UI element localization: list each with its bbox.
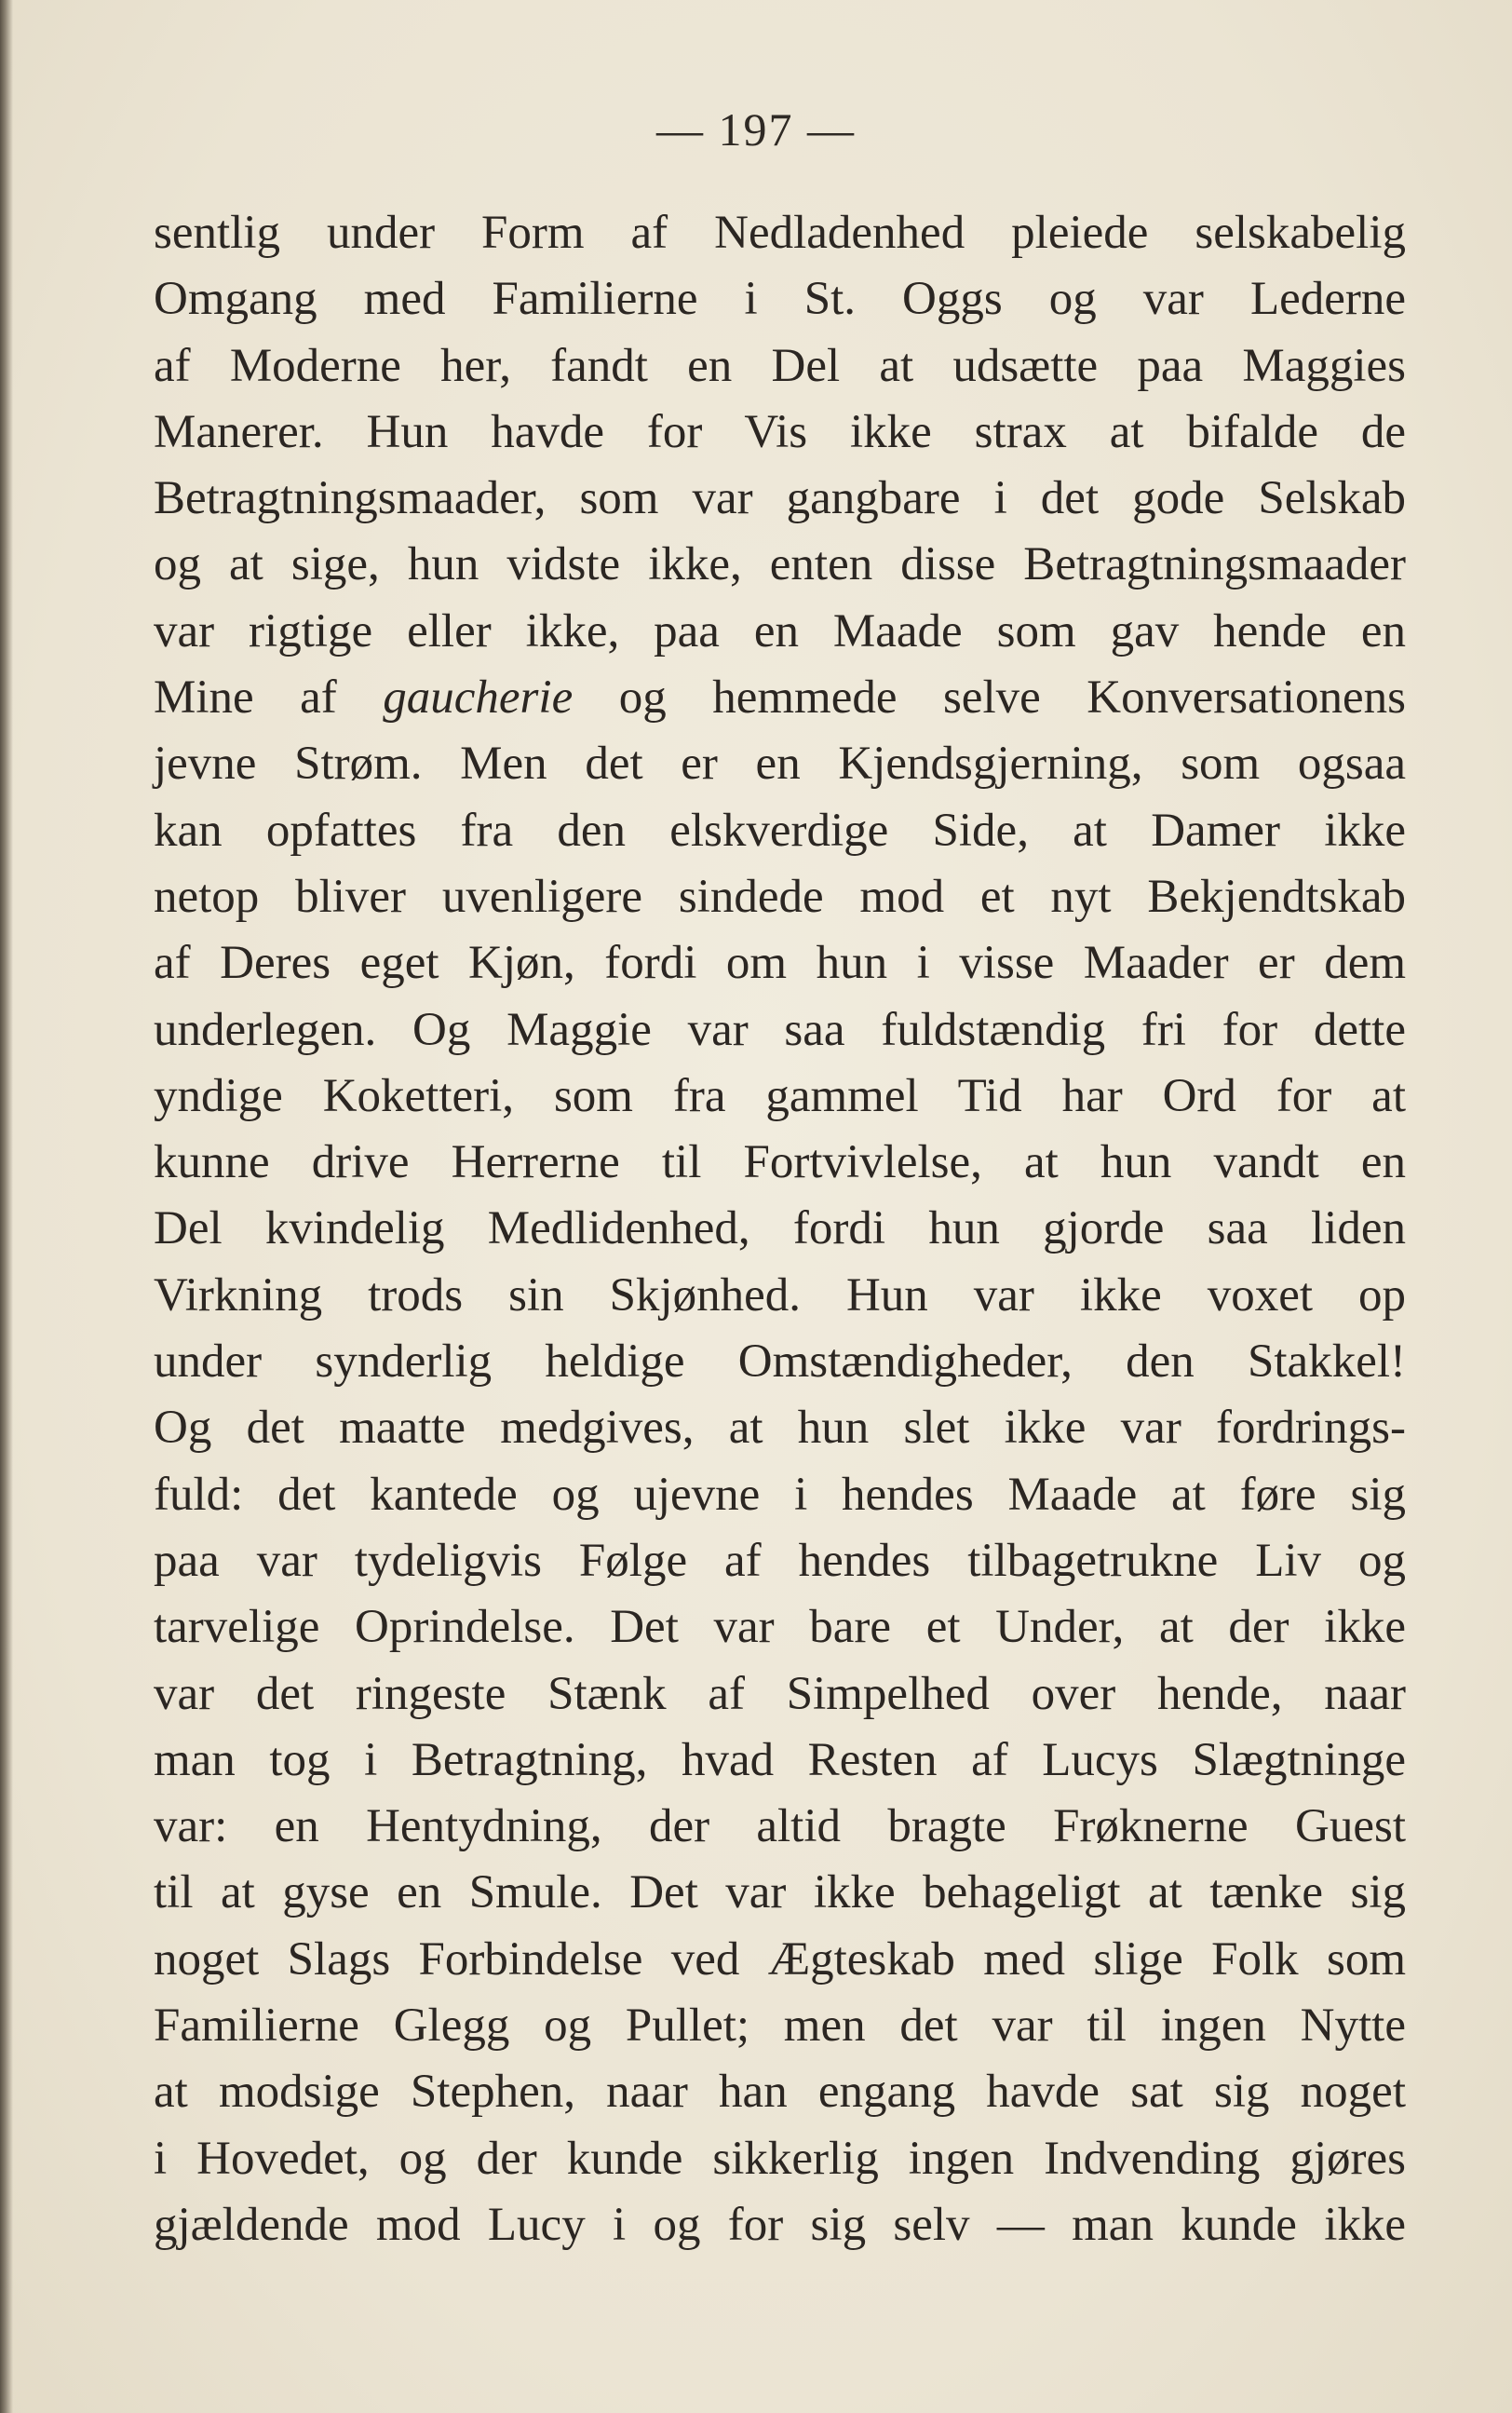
- text-line: jevne Strøm. Men det er en Kjendsgjerning, som ogsaa: [154, 738, 1406, 791]
- text-line: man tog i Betragtning, hvad Resten af Lucys Slægtninge: [154, 1733, 1406, 1786]
- text-line: Del kvindelig Medlidenhed, fordi hun gjorde saa liden: [154, 1202, 1406, 1255]
- text-line: fuld: det kantede og ujevne i hendes Maade at føre sig: [154, 1468, 1406, 1521]
- text-line: netop bliver uvenligere sindede mod et nyt Bekjendtskab: [154, 870, 1406, 923]
- text-line: af Deres eget Kjøn, fordi om hun i visse Maader er dem: [154, 937, 1406, 990]
- text-line: Betragtningsmaader, som var gangbare i det gode Selskab: [154, 472, 1406, 525]
- text-line: Og det maatte medgives, at hun slet ikke var fordrings-: [154, 1402, 1406, 1455]
- text-line: Virkning trods sin Skjønhed. Hun var ikke voxet op: [154, 1268, 1406, 1322]
- text-segment: Mine af: [154, 671, 337, 725]
- text-line: kunne drive Herrerne til Fortvivlelse, at hun vandt en: [154, 1136, 1406, 1189]
- text-line: yndige Koketteri, som fra gammel Tid har Ord for at: [154, 1069, 1406, 1122]
- text-line: var: en Hentydning, der altid bragte Frøknerne Guest: [154, 1800, 1406, 1853]
- text-segment: og hemmede selve Konversationens: [618, 671, 1407, 725]
- text-line: underlegen. Og Maggie var saa fuldstændig fri for dette: [154, 1003, 1406, 1056]
- text-line: var det ringeste Stænk af Simpelhed over hende, naar: [154, 1667, 1406, 1720]
- text-line: kan opfattes fra den elskverdige Side, at Damer ikke: [154, 804, 1406, 857]
- italic-word: gaucherie: [383, 671, 574, 725]
- text-line: sentlig under Form af Nedladenhed pleiede selskabelig: [154, 207, 1406, 259]
- text-line: at modsige Stephen, naar han engang havde sat sig noget: [154, 2066, 1406, 2119]
- text-line: paa var tydeligvis Følge af hendes tilbagetrukne Liv og: [154, 1534, 1406, 1587]
- text-line: Omgang med Familierne i St. Oggs og var Lederne: [154, 273, 1406, 326]
- text-line: Familierne Glegg og Pullet; men det var til ingen Nytte: [154, 2000, 1406, 2053]
- text-line: af Moderne her, fandt en Del at udsætte paa Maggies: [154, 339, 1406, 392]
- text-line: til at gyse en Smule. Det var ikke behageligt at tænke sig: [154, 1866, 1406, 1919]
- text-line: noget Slags Forbindelse ved Ægteskab med slige Folk som: [154, 1932, 1406, 1986]
- text-line: tarvelige Oprindelse. Det var bare et Under, at der ikke: [154, 1601, 1406, 1654]
- text-line: i Hovedet, og der kunde sikkerlig ingen Indvending gjøres: [154, 2132, 1406, 2185]
- text-line: [154, 665, 1406, 731]
- body-text: [154, 200, 1406, 2258]
- text-line: Manerer. Hun havde for Vis ikke strax at bifalde de: [154, 405, 1406, 458]
- text-line: under synderlig heldige Omstændigheder, den Stakkel!: [154, 1335, 1406, 1389]
- text-line: gjældende mod Lucy i og for sig selv — man kunde ikke: [154, 2198, 1406, 2251]
- binding-shadow: [0, 0, 13, 2413]
- text-line: var rigtige eller ikke, paa en Maade som gav hende en: [154, 604, 1406, 657]
- text-line: og at sige, hun vidste ikke, enten disse Betragtningsmaader: [154, 538, 1406, 591]
- page-number: — 197 —: [656, 103, 856, 156]
